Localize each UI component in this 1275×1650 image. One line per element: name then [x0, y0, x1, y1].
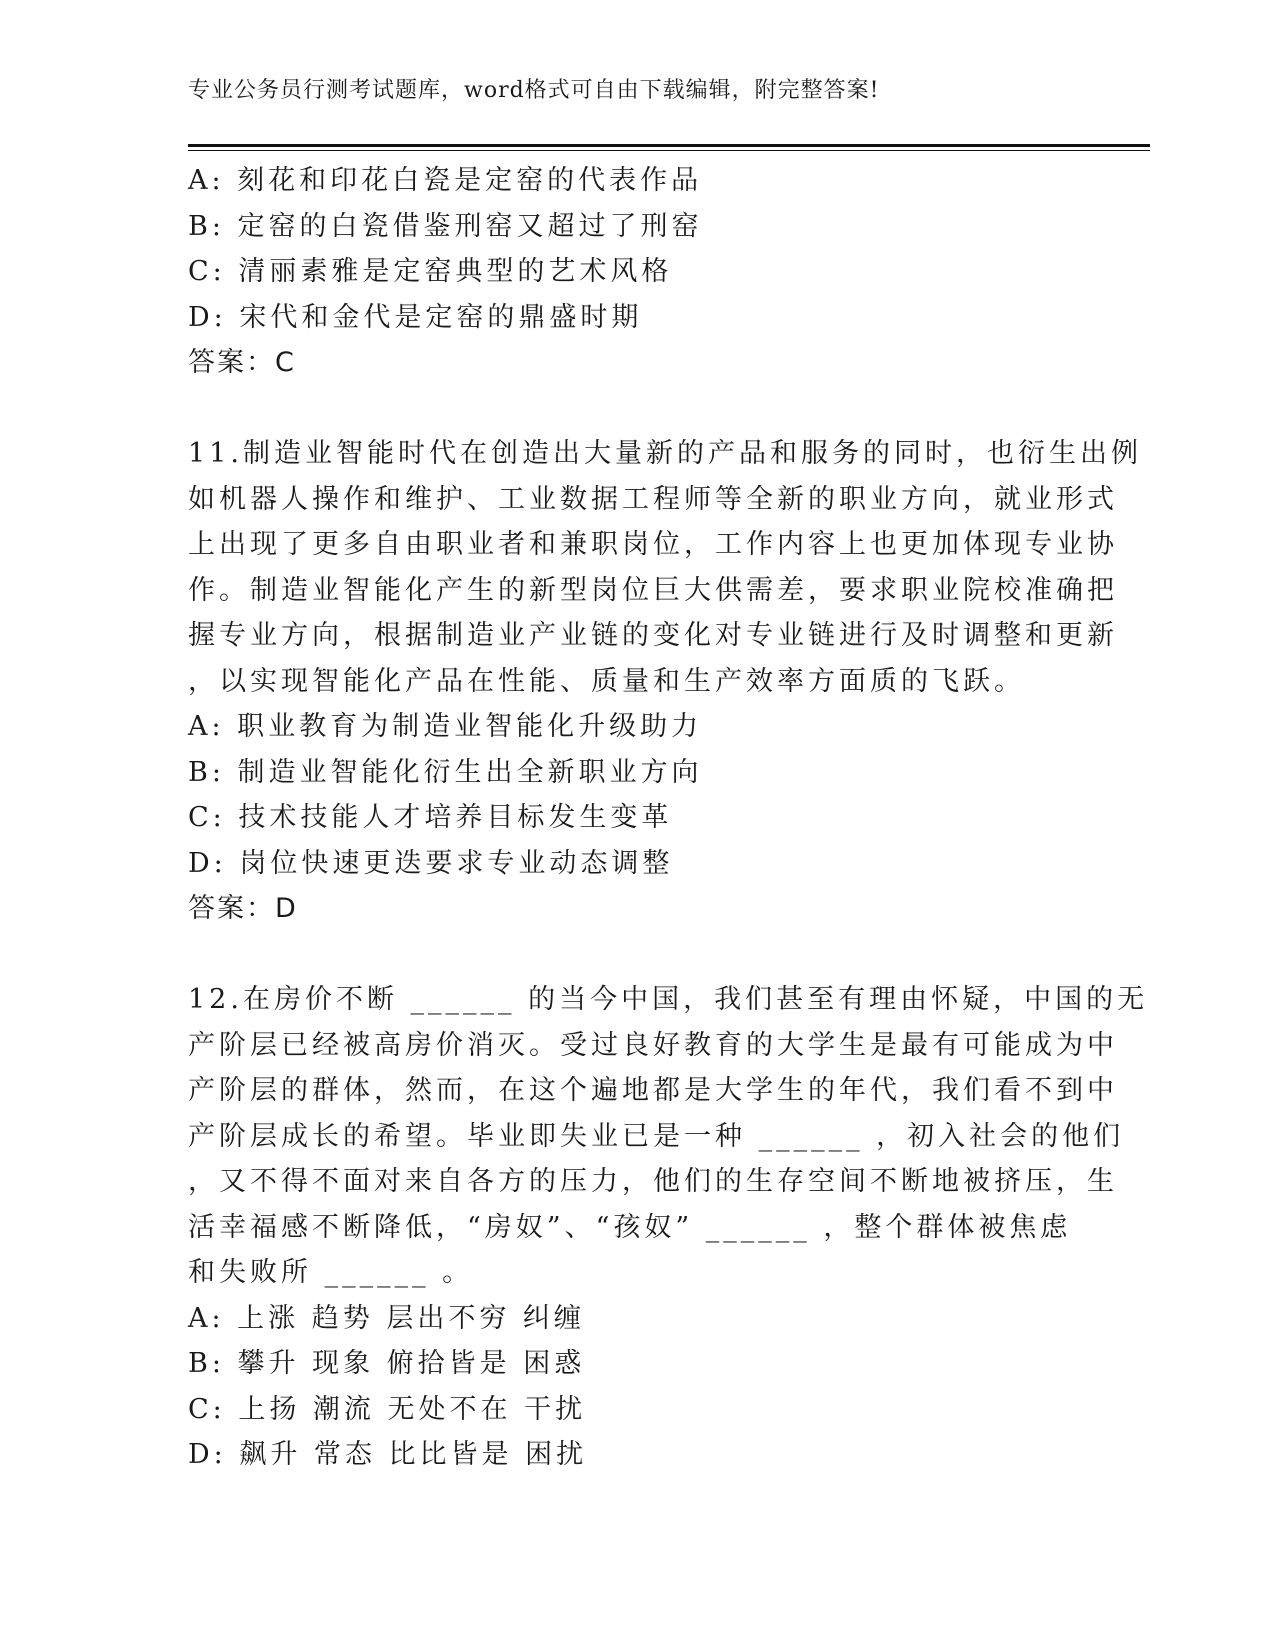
page-header: 专业公务员行测考试题库，word格式可自由下载编辑，附完整答案! [188, 78, 880, 103]
question-stem-line: 活幸福感不断降低，“房奴”、“孩奴” ______ ，整个群体被焦虑 [188, 1211, 1072, 1243]
option-c: C: 技术技能人才培养目标发生变革 [188, 802, 673, 833]
question-stem-line: 产阶层的群体，然而，在这个遍地都是大学生的年代，我们看不到中 [188, 1075, 1118, 1106]
question-12 [188, 977, 1149, 1478]
option-a: A: 上涨 趋势 层出不穷 纠缠 [188, 1302, 585, 1334]
option-a: A: 职业教育为制造业智能化升级助力 [188, 711, 703, 742]
option-c: C: 清丽素雅是定窑典型的艺术风格 [188, 256, 673, 287]
answer: 答案：C [188, 347, 296, 378]
option-c: C: 上扬 潮流 无处不在 干扰 [188, 1393, 587, 1425]
question-11 [188, 431, 1142, 932]
question-stem-line: 和失败所 ______ 。 [188, 1257, 474, 1288]
spacer [188, 386, 1088, 432]
answer: 答案：D [188, 893, 298, 924]
question-stem-line: ，以实现智能化产品在性能、质量和生产效率方面质的飞跃。 [188, 665, 1025, 697]
question-stem-line: 如机器人操作和维护、工业数据工程师等全新的职业方向，就业形式 [188, 483, 1118, 515]
question-content [188, 158, 1149, 1478]
question-10 [188, 158, 1088, 386]
question-stem-line: ，又不得不面对来自各方的压力，他们的生存空间不断地被挤压，生 [188, 1166, 1118, 1197]
option-d: D: 岗位快速更迭要求专业动态调整 [188, 847, 674, 879]
question-stem-line: 握专业方向，根据制造业产业链的变化对专业链进行及时调整和更新 [188, 620, 1118, 651]
option-b: B: 制造业智能化衍生出全新职业方向 [188, 756, 703, 788]
header-divider-thin [188, 150, 1150, 151]
spacer [188, 932, 1088, 978]
option-b: B: 定窑的白瓷借鉴刑窑又超过了刑窑 [188, 210, 703, 242]
option-a: A: 刻花和印花白瓷是定窑的代表作品 [188, 165, 703, 196]
question-stem-line: 12.在房价不断 ______ 的当今中国，我们甚至有理由怀疑，中国的无 [188, 984, 1149, 1015]
question-stem-line: 11.制造业智能时代在创造出大量新的产品和服务的同时，也衍生出例 [188, 438, 1142, 469]
question-stem-line: 上出现了更多自由职业者和兼职岗位，工作内容上也更加体现专业协 [188, 529, 1118, 560]
question-stem-line: 作。制造业智能化产生的新型岗位巨大供需差，要求职业院校准确把 [188, 574, 1118, 606]
option-b: B: 攀升 现象 俯拾皆是 困惑 [188, 1348, 586, 1379]
option-d: D: 宋代和金代是定窑的鼎盛时期 [188, 301, 643, 333]
header-divider [188, 144, 1150, 147]
option-d: D: 飙升 常态 比比皆是 困扰 [188, 1439, 588, 1470]
question-stem-line: 产阶层成长的希望。毕业即失业已是一种 ______ ，初入社会的他们 [188, 1120, 1125, 1152]
question-stem-line: 产阶层已经被高房价消灭。受过良好教育的大学生是最有可能成为中 [188, 1029, 1118, 1061]
